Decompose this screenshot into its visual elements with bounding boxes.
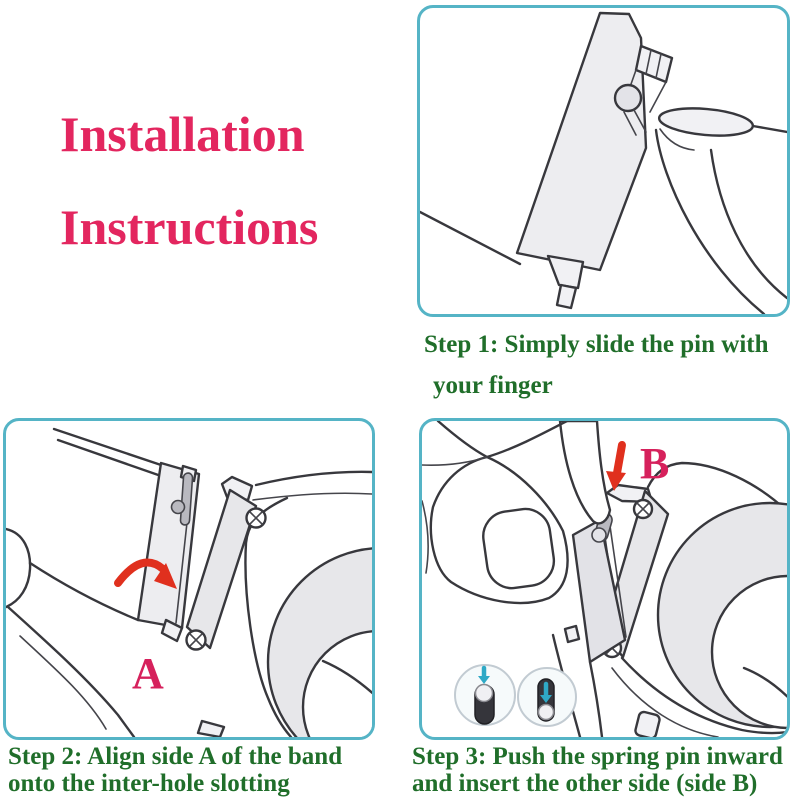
index-finger [560, 421, 610, 523]
wrist-line [420, 212, 520, 264]
screw-icon [634, 500, 652, 518]
step1-caption-line1: Step 1: Simply slide the pin with [424, 331, 769, 358]
page-title [60, 88, 318, 274]
pin-position-inset-after [518, 668, 576, 726]
bottom-lug-tab [198, 721, 224, 737]
step2-caption-line1: Step 2: Align side A of the band [8, 743, 343, 770]
spring-bar-tip [548, 256, 583, 308]
screw-icon [247, 509, 266, 528]
title-line-1: Installation [60, 106, 305, 162]
pin-position-inset-before [455, 665, 515, 725]
fingernail [658, 105, 754, 139]
strap-lower [6, 529, 138, 737]
step2-caption [8, 743, 388, 797]
bottom-lug-tab [634, 711, 660, 737]
step2-caption-line2: onto the inter-hole slotting [8, 770, 290, 797]
step1-caption [424, 324, 789, 406]
step1-drawing [420, 8, 787, 314]
side-b-label: B [640, 439, 670, 488]
step1-illustration-panel [417, 5, 790, 317]
step3-drawing [422, 421, 787, 737]
finger-drawing [656, 105, 787, 314]
step3-caption [412, 743, 794, 797]
push-arrow-icon [606, 445, 626, 491]
step3-caption-line1: Step 3: Push the spring pin inward [412, 743, 783, 770]
step3-illustration-panel [419, 418, 790, 740]
thumbnail [480, 506, 557, 592]
screw-icon [187, 631, 206, 650]
step1-caption-line2: your finger [433, 372, 553, 399]
strap-top-edges [54, 429, 167, 477]
step3-caption-line2: and insert the other side (side B) [412, 770, 758, 797]
side-a-label: A [132, 649, 164, 698]
spring-bar-knob [172, 501, 185, 514]
spring-pin-knob [615, 85, 641, 111]
watch-band [517, 13, 646, 270]
step2-drawing [6, 421, 372, 737]
title-line-2: Instructions [60, 199, 319, 255]
step2-illustration-panel [3, 418, 375, 740]
